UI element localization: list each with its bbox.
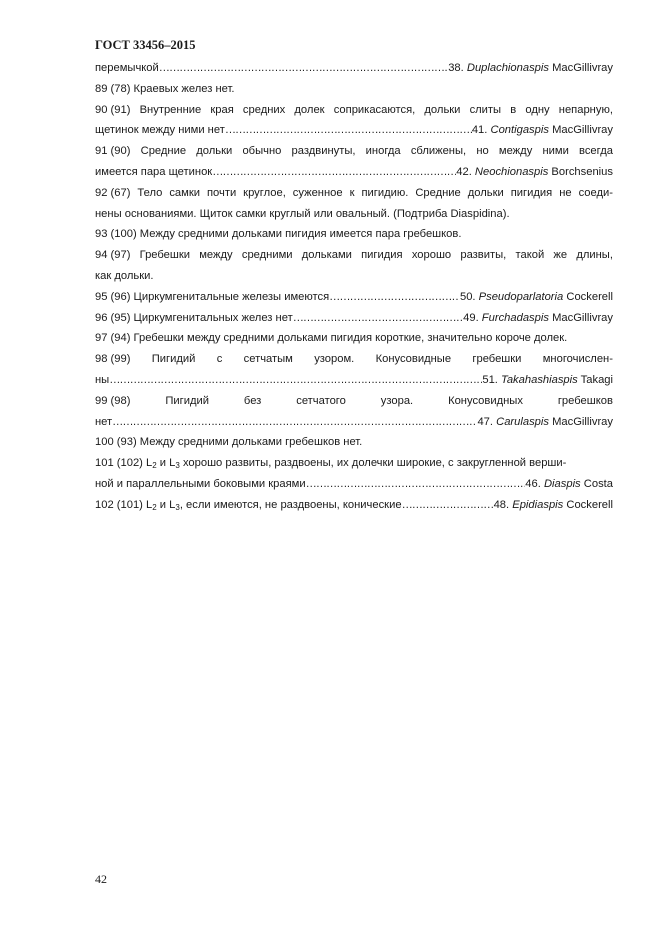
key-line: 92 (67) Тело самки почти круглое, суженное к пигидию. Средние дольки пигидия не соеди- [95,186,613,199]
standard-header: ГОСТ 33456–2015 [95,38,196,52]
key-line: щетинок между ними нет ………………………………………………………………………………………………………………………………… 41. Contigaspis MacGillivray [95,120,613,141]
key-line: 93 (100) Между средними дольками пигидия имеется пара гребешков. [95,228,462,241]
key-line: 96 (95) Циркумгенитальных желез нет ………………………………………………………………………………………………………………………………… 49. Furchadaspis MacGillivray [95,308,613,329]
key-line: 90 (91) Внутренние края средних долек соприкасаются, дольки слиты в одну непарную, [95,103,613,116]
key-line: 98 (99) Пигидий с сетчатым узором. Конусовидные гребешки многочислен- [95,353,613,366]
key-line: 91 (90) Средние дольки обычно раздвинуты, иногда сближены, но между ними всегда [95,145,613,158]
key-line: 99 (98) Пигидий без сетчатого узора. Конусовидных гребешков [95,394,613,407]
key-line: 101 (102) $L_2$ и $L_3$ хорошо развиты, раздвоены, их долечки широкие, с закругленной верши- [95,457,567,471]
key-line: 102 (101) $L_2$ и $L_3$, если имеются, не раздвоены, конические ………………………………………………………………………………………………………………………………… 48. Epidiaspis Cockerell [95,495,613,516]
key-line: 95 (96) Циркумгенитальные железы имеются ………………………………………………………………………………………………………………………………… 50. Pseudoparlatoria Cockerell [95,287,613,308]
key-line: перемычкой ………………………………………………………………………………………………………………………………… 38. Duplachionaspis MacGillivray [95,58,613,79]
key-line: ны ………………………………………………………………………………………………………………………………… 51. Takahashiaspis Takagi [95,370,613,391]
key-line: нены основаниями. Щиток самки круглый или овальный. (Подтриба Diaspidina). [95,207,510,220]
key-line: нет ………………………………………………………………………………………………………………………………… 47. Carulaspis MacGillivray [95,412,613,433]
key-line: имеется пара щетинок ………………………………………………………………………………………………………………………………… 42. Neochionaspis Borchsenius [95,162,613,183]
key-line: 94 (97) Гребешки между средними дольками пигидия хорошо развиты, такой же длины, [95,249,613,262]
identification-key [95,58,613,516]
key-line: как дольки. [95,269,154,282]
key-line: ной и параллельными боковыми краями ………………………………………………………………………………………………………………………………… 46. Diaspis Costa [95,474,613,495]
key-line: 89 (78) Краевых желез нет. [95,82,235,95]
page-number: 42 [95,872,107,886]
key-line: 100 (93) Между средними дольками гребешков нет. [95,436,363,449]
key-line: 97 (94) Гребешки между средними дольками пигидия короткие, значительно короче долек. [95,332,568,345]
